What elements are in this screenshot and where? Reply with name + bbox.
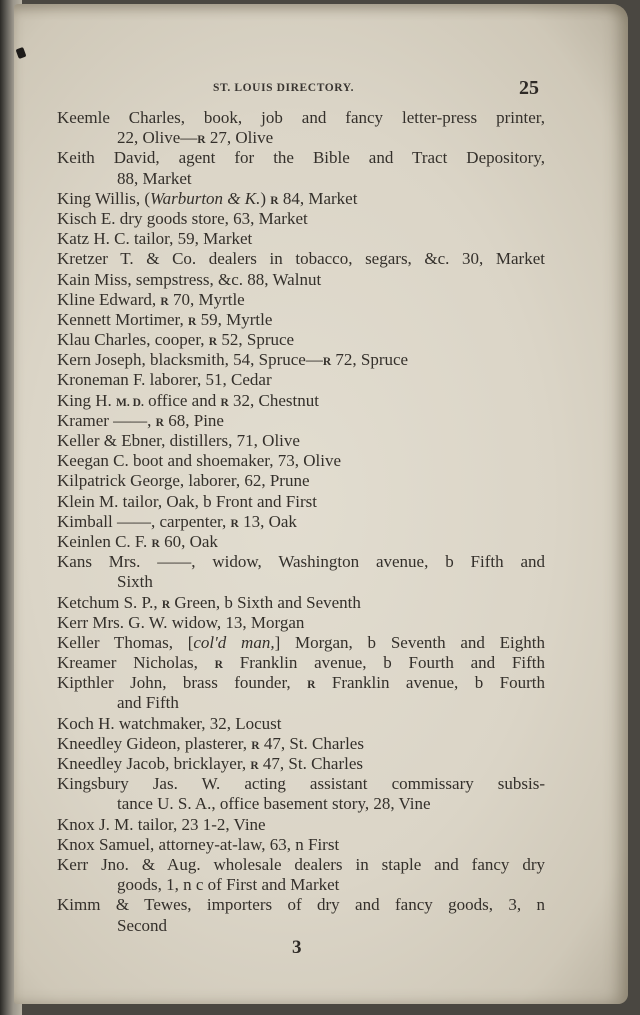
entry-text: 27, Olive xyxy=(205,128,274,148)
entry-text: Kipthler John, brass founder, xyxy=(57,673,308,693)
small-caps-abbrev: R xyxy=(230,517,239,530)
directory-entry xyxy=(57,451,545,471)
entry-text: 47, St. Charles xyxy=(258,754,363,773)
small-caps-abbrev: R xyxy=(214,659,223,672)
entry-text: 59, Myrtle xyxy=(196,309,273,329)
directory-entry xyxy=(57,774,545,814)
directory-entry xyxy=(57,471,545,491)
entry-text: tance U. S. A., office basement story, 28, Vine xyxy=(117,794,431,814)
entry-text: 47, St. Charles xyxy=(259,733,364,753)
entry-text: Kline Edward, xyxy=(57,289,161,309)
directory-entry xyxy=(57,552,545,592)
entry-text: King Willis, ( xyxy=(57,188,150,208)
entry-line xyxy=(57,431,545,451)
page-header xyxy=(0,78,640,100)
entry-text: Kerr Mrs. G. W. widow, 13, Morgan xyxy=(57,612,305,632)
entry-line xyxy=(57,370,545,390)
directory-entry xyxy=(57,411,545,431)
directory-entry xyxy=(57,310,545,330)
directory-entry xyxy=(57,835,545,855)
entry-line xyxy=(57,613,545,633)
entry-continuation-line xyxy=(57,794,545,814)
signature-mark: 3 xyxy=(292,937,302,958)
entry-text: Kramer ——, xyxy=(57,410,156,430)
entry-line xyxy=(57,512,545,532)
entry-text: 68, Pine xyxy=(163,410,224,430)
entry-text: Franklin avenue, b Fourth xyxy=(315,673,545,693)
entry-continuation-line xyxy=(57,916,545,936)
entry-text: and Fifth xyxy=(117,693,179,713)
entry-line xyxy=(57,350,545,370)
entry-text: office and xyxy=(143,390,221,410)
entry-line xyxy=(57,633,545,653)
entry-text: Kerr Jno. & Aug. wholesale dealers in staple and fancy dry xyxy=(57,854,545,874)
directory-entry xyxy=(57,895,545,935)
entry-text: Kneedley Gideon, plasterer, xyxy=(57,733,252,753)
small-caps-abbrev: R xyxy=(220,396,229,409)
entry-line xyxy=(57,492,545,512)
directory-entry xyxy=(57,209,545,229)
entry-text: Kimball ——, carpenter, xyxy=(57,511,231,531)
directory-entry xyxy=(57,290,545,310)
small-caps-abbrev: R xyxy=(197,134,206,147)
entry-line xyxy=(57,148,545,168)
entry-text: ] Morgan, b Seventh and Eighth xyxy=(274,632,545,652)
entry-line xyxy=(57,815,545,835)
entry-line xyxy=(57,189,545,209)
directory-entry xyxy=(57,431,545,451)
entry-text: Keller Thomas, [ xyxy=(57,632,194,652)
directory-entry xyxy=(57,492,545,512)
small-caps-abbrev: R xyxy=(155,416,164,429)
entry-line xyxy=(57,855,545,875)
entry-text: Klau Charles, cooper, xyxy=(57,330,209,350)
entry-text: King H. xyxy=(57,390,117,410)
entry-line xyxy=(57,229,545,249)
directory-entry xyxy=(57,391,545,411)
directory-entry xyxy=(57,613,545,633)
small-caps-abbrev: R xyxy=(151,537,160,550)
entry-text: Katz H. C. tailor, 59, Market xyxy=(57,229,253,249)
small-caps-abbrev: R xyxy=(307,679,316,692)
entry-text: 52, Spruce xyxy=(217,330,295,350)
entry-text: 88, Market xyxy=(117,168,192,188)
entry-line xyxy=(57,754,545,774)
entry-text: Kneedley Jacob, bricklayer, xyxy=(57,754,251,773)
entry-text: 32, Chestnut xyxy=(228,390,319,410)
entry-line xyxy=(57,835,545,855)
directory-entry xyxy=(57,148,545,188)
directory-entry xyxy=(57,229,545,249)
entry-line xyxy=(57,471,545,491)
small-caps-abbrev: R xyxy=(250,760,259,772)
entry-continuation-line xyxy=(57,169,545,189)
directory-entry xyxy=(57,855,545,895)
directory-entry xyxy=(57,653,545,673)
entry-line xyxy=(57,593,545,613)
entry-text: 70, Myrtle xyxy=(168,289,245,309)
directory-entry xyxy=(57,189,545,209)
entry-text: Kroneman F. laborer, 51, Cedar xyxy=(57,370,272,390)
directory-entry xyxy=(57,270,545,290)
entry-text: Kimm & Tewes, importers of dry and fancy goods, 3, n xyxy=(57,895,545,915)
small-caps-abbrev: R xyxy=(322,356,332,369)
entry-text: 13, Oak xyxy=(238,511,297,531)
running-title: ST. LOUIS DIRECTORY. xyxy=(213,82,355,94)
entry-line xyxy=(57,532,545,552)
directory-entry xyxy=(57,593,545,613)
small-caps-abbrev: R xyxy=(161,598,171,611)
directory-entry xyxy=(57,249,545,269)
entry-text: Kans Mrs. ——, widow, Washington avenue, b Fifth and xyxy=(57,552,545,572)
entry-text: Keemle Charles, book, job and fancy letter-press printer, xyxy=(57,108,545,127)
entry-text: Kern Joseph, blacksmith, 54, Spruce— xyxy=(57,350,323,370)
entry-text: Knox Samuel, attorney-at-law, 63, n First xyxy=(57,834,340,854)
entry-continuation-line xyxy=(57,693,545,713)
entry-line xyxy=(57,673,545,693)
italic-text: Warburton & K. xyxy=(149,188,261,208)
entry-line xyxy=(57,451,545,471)
entry-text: Kisch E. dry goods store, 63, Market xyxy=(57,208,308,228)
directory-entry xyxy=(57,512,545,532)
entry-text: Keller & Ebner, distillers, 71, Olive xyxy=(57,431,300,450)
entry-text: Kretzer T. & Co. dealers in tobacco, segars, &c. 30, Market xyxy=(57,249,545,269)
entry-line xyxy=(57,270,545,290)
directory-entries xyxy=(57,108,545,936)
entry-text: Koch H. watchmaker, 32, Locust xyxy=(57,713,282,733)
entry-text: Kreamer Nicholas, xyxy=(57,653,215,673)
italic-text: col'd man, xyxy=(193,632,275,652)
entry-text: Second xyxy=(117,915,168,935)
entry-line xyxy=(57,411,545,431)
entry-text: 22, Olive— xyxy=(117,128,198,148)
directory-entry xyxy=(57,108,545,148)
entry-text: Klein M. tailor, Oak, b Front and First xyxy=(57,491,317,511)
entry-line xyxy=(57,391,545,411)
entry-line xyxy=(57,108,545,128)
entry-text: Keinlen C. F. xyxy=(57,531,152,551)
entry-line xyxy=(57,310,545,330)
entry-text: Ketchum S. P., xyxy=(57,592,162,612)
entry-text: Kilpatrick George, laborer, 62, Prune xyxy=(57,471,310,491)
entry-text: Green, b Sixth and Seventh xyxy=(170,592,361,612)
entry-text: 60, Oak xyxy=(159,531,218,551)
small-caps-abbrev: R xyxy=(160,295,169,308)
entry-line xyxy=(57,290,545,310)
entry-text: Kingsbury Jas. W. acting assistant commissary subsis- xyxy=(57,774,545,794)
directory-entry xyxy=(57,714,545,734)
entry-line xyxy=(57,552,545,572)
entry-text: Franklin avenue, b Fourth and Fifth xyxy=(222,653,545,673)
entry-line xyxy=(57,209,545,229)
entry-text: ) xyxy=(260,188,271,208)
entry-continuation-line xyxy=(57,875,545,895)
directory-entry xyxy=(57,532,545,552)
entry-line xyxy=(57,734,545,754)
small-caps-abbrev: R xyxy=(251,739,260,752)
entry-continuation-line xyxy=(57,572,545,592)
directory-entry xyxy=(57,673,545,713)
directory-entry xyxy=(57,754,545,774)
small-caps-abbrev: R xyxy=(270,194,279,207)
entry-text: Sixth xyxy=(117,572,153,592)
small-caps-abbrev: M. D. xyxy=(116,396,144,409)
directory-entry xyxy=(57,815,545,835)
entry-continuation-line xyxy=(57,128,545,148)
directory-entry xyxy=(57,350,545,370)
entry-line xyxy=(57,653,545,673)
directory-entry xyxy=(57,633,545,653)
entry-line xyxy=(57,714,545,734)
directory-entry xyxy=(57,330,545,350)
entry-line xyxy=(57,330,545,350)
small-caps-abbrev: R xyxy=(188,315,197,328)
entry-text: Kain Miss, sempstress, &c. 88, Walnut xyxy=(57,269,322,289)
entry-line xyxy=(57,895,545,915)
entry-text: goods, 1, n c of First and Market xyxy=(117,875,340,895)
entry-text: Keegan C. boot and shoemaker, 73, Olive xyxy=(57,451,341,471)
entry-line xyxy=(57,774,545,794)
page-number: 25 xyxy=(519,77,539,99)
small-caps-abbrev: R xyxy=(208,336,218,349)
directory-entry xyxy=(57,734,545,754)
entry-text: 84, Market xyxy=(278,188,358,208)
directory-entry xyxy=(57,370,545,390)
entry-line xyxy=(57,249,545,269)
entry-text: 72, Spruce xyxy=(331,350,409,370)
entry-text: Kennett Mortimer, xyxy=(57,309,189,329)
entry-text: Keith David, agent for the Bible and Tract Depository, xyxy=(57,148,545,168)
entry-text: Knox J. M. tailor, 23 1-2, Vine xyxy=(57,814,266,834)
